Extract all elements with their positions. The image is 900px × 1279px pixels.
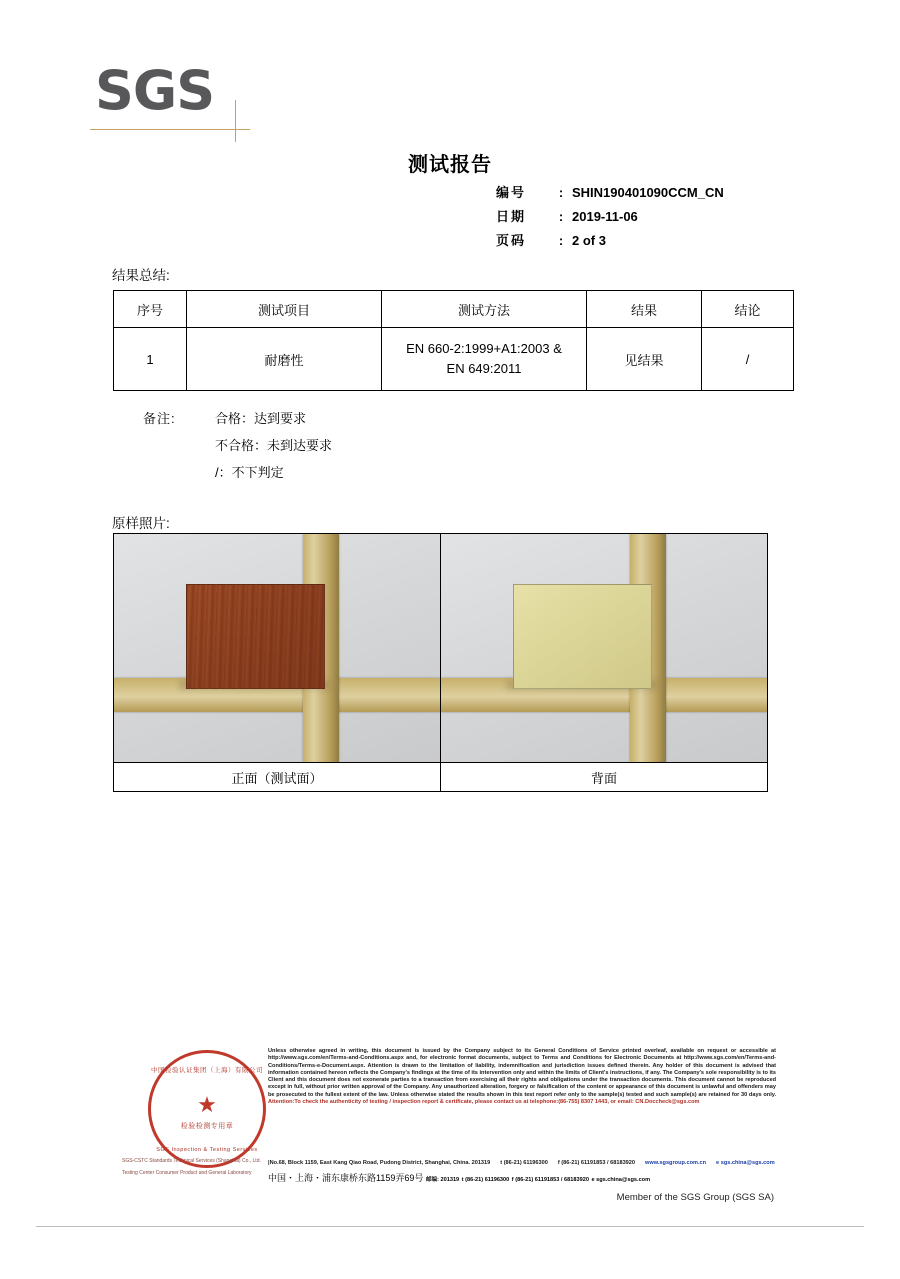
member-line: Member of the SGS Group (SGS SA) bbox=[616, 1192, 774, 1203]
logo-tick bbox=[235, 100, 236, 142]
phone-cn-2: f (86-21) 61191853 / 68183920 bbox=[511, 1177, 589, 1183]
stamp-side-text-2: Testing Center Consumer Product and General Laboratory bbox=[122, 1170, 252, 1176]
meta-colon: : bbox=[558, 209, 564, 224]
column-header-item: 测试项目 bbox=[187, 291, 382, 328]
column-header-method: 测试方法 bbox=[382, 291, 587, 328]
phone-2: f (86-21) 61191853 / 68183920 bbox=[557, 1160, 636, 1166]
photo-caption-back: 背面 bbox=[441, 763, 768, 792]
report-meta bbox=[496, 182, 724, 254]
cell-conclusion: / bbox=[702, 328, 794, 391]
photo-cell-back bbox=[441, 534, 768, 763]
meta-label-page: 页码 bbox=[496, 233, 527, 248]
meta-colon: : bbox=[558, 233, 564, 248]
footer-address-en bbox=[268, 1160, 778, 1166]
cell-no: 1 bbox=[114, 328, 187, 391]
results-summary-heading: 结果总结: bbox=[112, 268, 170, 283]
column-header-no: 序号 bbox=[114, 291, 187, 328]
meta-row bbox=[496, 182, 724, 206]
photo-caption-front: 正面（测试面） bbox=[114, 763, 441, 792]
page-title: 测试报告 bbox=[408, 152, 492, 176]
phone-cn-1: t (86-21) 61196300 bbox=[461, 1177, 510, 1183]
email-address[interactable]: e sgs.china@sgs.com bbox=[716, 1160, 775, 1166]
footer-divider bbox=[36, 1226, 864, 1227]
remark-row bbox=[143, 435, 332, 462]
remarks-block bbox=[143, 408, 332, 489]
sample-photos-heading: 原样照片: bbox=[112, 516, 170, 531]
stamp-side-text-1: SGS-CSTC Standards Technical Services (Shanghai) Co., Ltd. bbox=[122, 1158, 261, 1164]
remark-row bbox=[143, 462, 332, 489]
photo-row bbox=[114, 534, 768, 763]
method-line-2: EN 649:2011 bbox=[446, 361, 522, 376]
logo-rule bbox=[90, 129, 250, 130]
stamp-mid-text: 检验检测专用章 bbox=[180, 1123, 234, 1130]
company-stamp-icon bbox=[148, 1050, 266, 1168]
meta-colon: : bbox=[558, 185, 564, 200]
stamp-arc-bottom: SGS Inspection & Testing Services bbox=[156, 1147, 258, 1153]
results-table bbox=[113, 290, 794, 391]
footer-address-cn bbox=[268, 1171, 778, 1184]
meta-value-number: SHIN190401090CCM_CN bbox=[572, 185, 724, 200]
cell-result: 见结果 bbox=[587, 328, 702, 391]
table-row bbox=[114, 328, 794, 391]
remark-row bbox=[143, 408, 332, 435]
address-cn-text: 中国・上海・浦东康桥东路1159弄69号 bbox=[268, 1173, 424, 1183]
remark-label: 备注: bbox=[143, 411, 176, 426]
cell-item: 耐磨性 bbox=[187, 328, 382, 391]
sample-photo-front bbox=[114, 534, 440, 762]
remark-text-na: /：不下判定 bbox=[215, 465, 284, 480]
column-header-result: 结果 bbox=[587, 291, 702, 328]
legal-attention-text: Attention:To check the authenticity of testing / inspection report & certificate, please contact us at telephone:(86-755) 8307 1443, or email: CN.Doccheck@sgs.com bbox=[268, 1099, 700, 1106]
address-en-text: |No.68, Block 1159, East Kang Qiao Road, Pudong District, Shanghai, China. 201319 bbox=[268, 1160, 491, 1166]
photo-cell-front bbox=[114, 534, 441, 763]
email-cn[interactable]: e sgs.china@sgs.com bbox=[591, 1177, 651, 1183]
stamp-arc-top: 中国检验认证集团（上海）有限公司 bbox=[151, 1067, 263, 1074]
legal-terms-text: Unless otherwise agreed in writing, this document is issued by the Company subject to its General Conditions of Service printed overleaf, available on request or accessible at http://www.sgs.com/en/Terms-and-Conditions.aspx and, for electronic format documents, subject to Terms and Conditions for Electronic Documents at http://www.sgs.com/en/Terms-and-Conditions/Terms-e-Document.aspx. Attention is drawn to the limitation of liability, indemnification and jurisdiction issues defined therein. Any holder of this document is advised that information contained hereon reflects the Company's findings at the time of its intervention only and within the limits of Client's instructions, if any. The Company's sole responsibility is to its Client and this document does not exonerate parties to a transaction from exercising all their rights and obligations under the transaction documents. This document cannot be reproduced except in full, without prior written approval of the Company. Any unauthorized alteration, forgery or falsification of the content or appearance of this document is unlawful and offenders may be prosecuted to the fullest extent of the law. Unless otherwise stated the results shown in this test report refer only to the sample(s) tested and such sample(s) are retained for 30 days only. bbox=[268, 1048, 776, 1098]
meta-label-number: 编号 bbox=[496, 185, 527, 200]
meta-value-date: 2019-11-06 bbox=[572, 209, 638, 224]
website-url[interactable]: www.sgsgroup.com.cn bbox=[645, 1160, 707, 1166]
photo-caption-row bbox=[114, 763, 768, 792]
sample-photo-back bbox=[441, 534, 767, 762]
meta-value-page: 2 of 3 bbox=[572, 233, 606, 248]
remark-text-fail: 不合格：未到达要求 bbox=[215, 438, 333, 453]
postcode-cn: 邮编: 201319 bbox=[425, 1177, 460, 1183]
sample-board-back bbox=[513, 584, 652, 689]
meta-row bbox=[496, 206, 724, 230]
sgs-logo-text: SGS bbox=[95, 59, 215, 122]
cell-method bbox=[382, 328, 587, 391]
sgs-logo bbox=[95, 59, 335, 142]
phone-1: t (86-21) 61196300 bbox=[500, 1160, 548, 1166]
meta-row bbox=[496, 230, 724, 254]
table-header-row bbox=[114, 291, 794, 328]
sample-photos-table bbox=[113, 533, 768, 792]
method-line-1: EN 660-2:1999+A1:2003 & bbox=[406, 341, 562, 356]
meta-label-date: 日期 bbox=[496, 209, 527, 224]
column-header-conclusion: 结论 bbox=[702, 291, 794, 328]
sample-board-front bbox=[186, 584, 325, 689]
remark-text-pass: 合格：达到要求 bbox=[215, 411, 307, 426]
legal-text-block bbox=[268, 1048, 776, 1106]
stamp-star-icon: ★ bbox=[197, 1091, 217, 1117]
